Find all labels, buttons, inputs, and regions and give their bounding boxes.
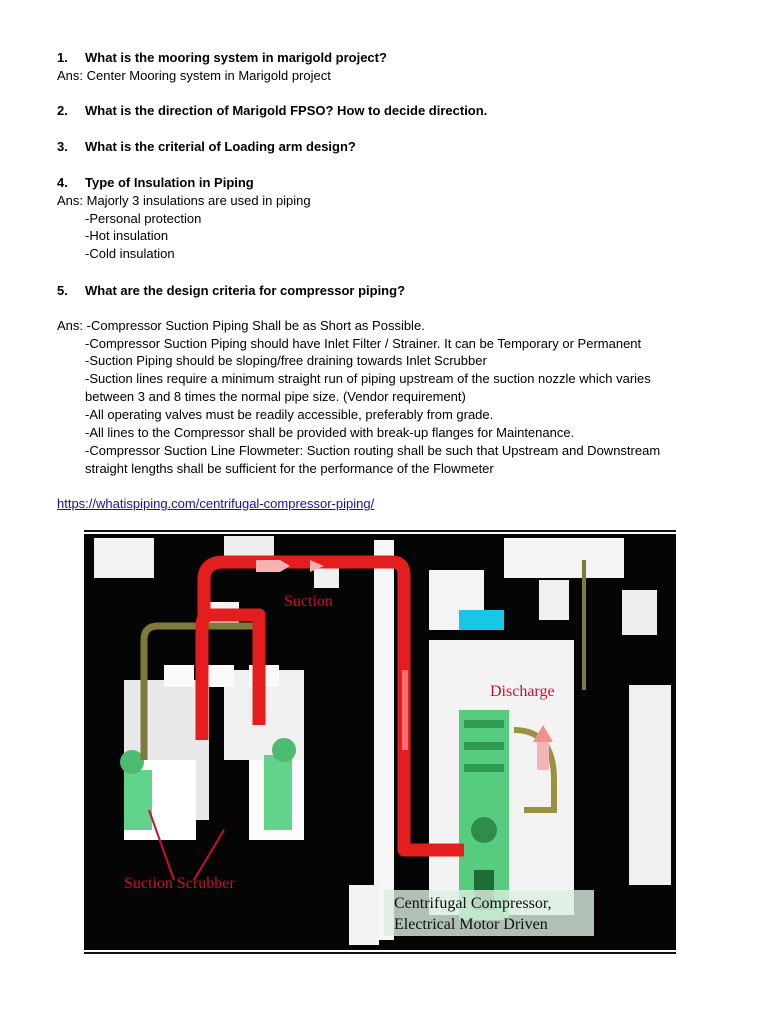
answer-5-line: -All lines to the Compressor shall be provided with break-up flanges for Maintenance. (85, 425, 575, 440)
question-number: 3. (57, 139, 68, 154)
compressor-piping-figure (84, 530, 676, 954)
suction-label: Suction (284, 593, 333, 610)
answer-5-line: -Suction lines require a minimum straight run of piping upstream of the suction nozzle which varies (85, 371, 651, 386)
answer-5-first: Ans: -Compressor Suction Piping Shall be as Short as Possible. (57, 318, 425, 333)
question-text: What is the criterial of Loading arm design? (85, 139, 356, 154)
answer-4-intro: Ans: Majorly 3 insulations are used in piping (57, 193, 311, 208)
answer-5-line: between 3 and 8 times the normal pipe size. (Vendor requirement) (85, 389, 466, 404)
question-text: What are the design criteria for compressor piping? (85, 283, 406, 298)
answer-4-item: -Hot insulation (85, 228, 169, 243)
answer-5-line: straight lengths shall be sufficient for the performance of the Flowmeter (85, 461, 494, 476)
suction-scrubber-label: Suction Scrubber (124, 875, 235, 892)
answer-4-item: -Personal protection (85, 211, 202, 226)
question-number: 2. (57, 103, 68, 118)
question-number: 1. (57, 50, 68, 65)
question-text: What is the mooring system in marigold project? (85, 50, 387, 65)
answer-5-line: -All operating valves must be readily accessible, preferably from grade. (85, 407, 494, 422)
question-text: Type of Insulation in Piping (85, 175, 254, 190)
question-3 (57, 138, 356, 155)
question-number: 4. (57, 175, 68, 190)
discharge-label: Discharge (490, 683, 555, 700)
compressor-label-line1: Centrifugal Compressor, (394, 895, 552, 912)
question-4 (57, 174, 254, 191)
answer-1: Ans: Center Mooring system in Marigold project (57, 68, 331, 83)
piping-3d-illustration (84, 530, 676, 954)
answer-5-line: -Compressor Suction Piping should have Inlet Filter / Strainer. It can be Temporary or Permanent (85, 336, 642, 351)
compressor-label-line2: Electrical Motor Driven (394, 916, 548, 933)
reference-link[interactable]: https://whatispiping.com/centrifugal-compressor-piping/ (57, 496, 375, 511)
question-text: What is the direction of Marigold FPSO? How to decide direction. (85, 103, 488, 118)
question-number: 5. (57, 283, 68, 298)
question-1 (57, 49, 387, 66)
answer-5-line: -Compressor Suction Line Flowmeter: Suction routing shall be such that Upstream and Downstream (85, 443, 661, 458)
answer-5-line: -Suction Piping should be sloping/free draining towards Inlet Scrubber (85, 353, 487, 368)
question-5 (57, 282, 405, 299)
question-2 (57, 102, 487, 119)
answer-4-item: -Cold insulation (85, 246, 175, 261)
